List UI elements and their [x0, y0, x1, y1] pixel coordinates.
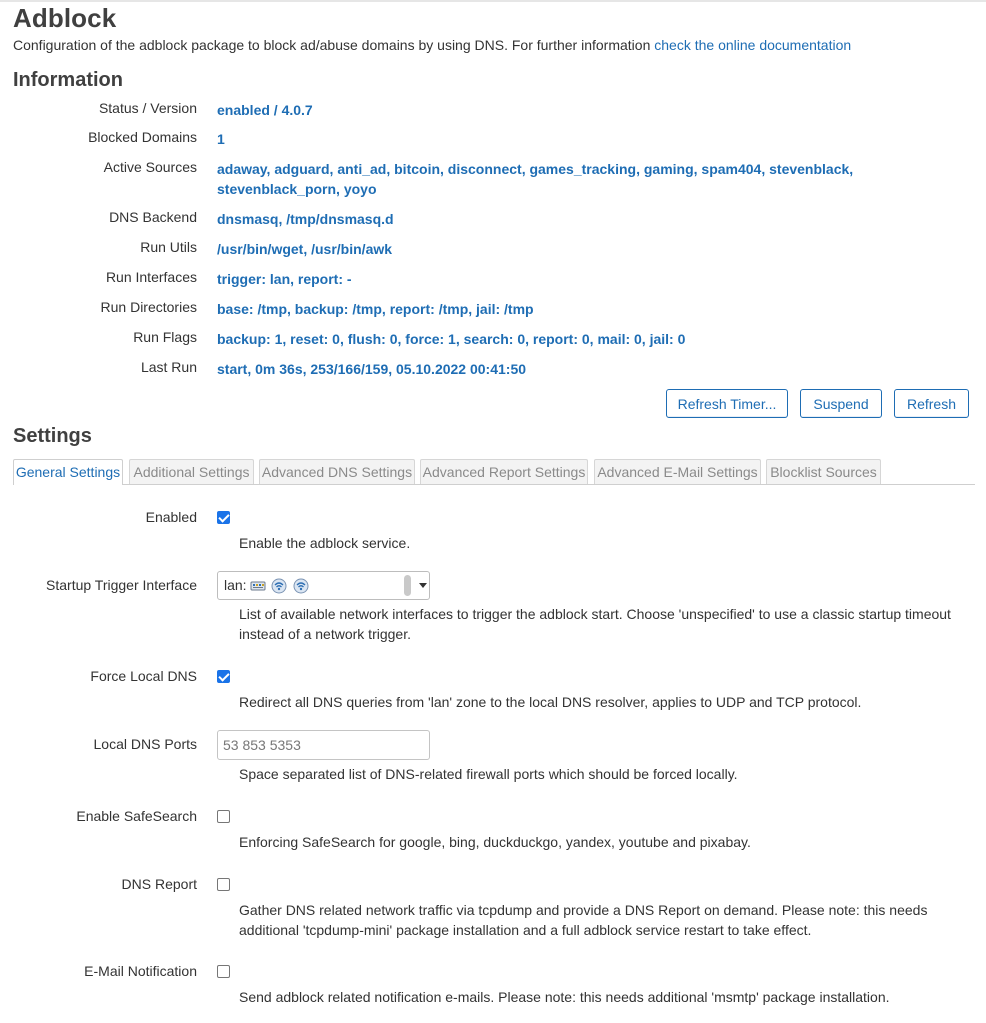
info-label: DNS Backend: [109, 209, 197, 225]
info-value: /usr/bin/wget, /usr/bin/awk: [217, 241, 393, 257]
startup-trigger-description: List of available network interfaces to trigger the adblock start. Choose 'unspecified' to use a classic startup timeout instead of a network trigger.: [239, 606, 951, 642]
tab-advanced-email-settings[interactable]: Advanced E-Mail Settings: [594, 459, 761, 484]
enabled-description: Enable the adblock service.: [239, 535, 411, 551]
local-dns-ports-description: Space separated list of DNS-related firewall ports which should be forced locally.: [239, 766, 738, 782]
enabled-label: Enabled: [145, 509, 197, 525]
info-label: Run Flags: [133, 329, 197, 345]
suspend-button[interactable]: Suspend: [800, 389, 882, 418]
safesearch-checkbox[interactable]: [217, 810, 230, 823]
force-local-dns-description: Redirect all DNS queries from 'lan' zone to the local DNS resolver, applies to UDP and TCP protocol.: [239, 694, 862, 710]
enabled-checkbox[interactable]: [217, 511, 230, 524]
dns-report-description: Gather DNS related network traffic via tcpdump and provide a DNS Report on demand. Please note: this needs additional 'tcpdump-mini' package installation and a full adblock service restart to take effect.: [239, 902, 928, 938]
info-value: adaway, adguard, anti_ad, bitcoin, disconnect, games_tracking, gaming, spam404, stevenblack, stevenblack_porn, yoyo: [217, 161, 854, 197]
refresh-timer-button[interactable]: Refresh Timer...: [666, 389, 788, 418]
page-description: [13, 37, 851, 53]
force-local-dns-checkbox[interactable]: [217, 670, 230, 683]
info-value: start, 0m 36s, 253/166/159, 05.10.2022 00:41:50: [217, 361, 527, 377]
startup-trigger-dropdown[interactable]: [217, 571, 430, 600]
info-label: Active Sources: [103, 159, 197, 175]
tab-general-settings[interactable]: General Settings: [13, 459, 123, 485]
dns-report-checkbox[interactable]: [217, 878, 230, 891]
startup-trigger-label: Startup Trigger Interface: [46, 577, 197, 593]
info-label: Run Interfaces: [105, 269, 197, 285]
email-notification-description: Send adblock related notification e-mails. Please note: this needs additional 'msmtp' package installation.: [239, 989, 890, 1005]
info-label: Run Directories: [100, 299, 197, 315]
tab-advanced-report-settings[interactable]: Advanced Report Settings: [420, 459, 588, 484]
info-label: Status / Version: [98, 100, 197, 116]
email-notification-label: E-Mail Notification: [84, 963, 197, 979]
info-label: Last Run: [140, 359, 197, 375]
info-value: dnsmasq, /tmp/dnsmasq.d: [217, 211, 394, 227]
information-heading: Information: [13, 69, 123, 91]
safesearch-label: Enable SafeSearch: [76, 808, 197, 824]
refresh-button[interactable]: Refresh: [894, 389, 969, 418]
info-value: base: /tmp, backup: /tmp, report: /tmp, jail: /tmp: [217, 301, 534, 317]
wifi-icon: [271, 578, 287, 594]
force-local-dns-label: Force Local DNS: [90, 668, 197, 684]
page-title: Adblock: [13, 3, 117, 33]
local-dns-ports-input[interactable]: [217, 730, 430, 760]
dns-report-label: DNS Report: [121, 876, 197, 892]
tab-additional-settings[interactable]: Additional Settings: [129, 459, 254, 484]
chevron-down-icon[interactable]: [419, 583, 427, 588]
dropdown-scrollbar[interactable]: [404, 575, 411, 596]
documentation-link[interactable]: check the online documentation: [654, 37, 852, 53]
tab-blocklist-sources[interactable]: Blocklist Sources: [766, 459, 881, 484]
safesearch-description: Enforcing SafeSearch for google, bing, duckduckgo, yandex, youtube and pixabay.: [239, 834, 751, 850]
dropdown-value: lan:: [224, 577, 247, 593]
info-value: trigger: lan, report: -: [217, 271, 352, 287]
description-text: Configuration of the adblock package to block ad/abuse domains by using DNS. For further information: [13, 37, 655, 53]
info-value: enabled / 4.0.7: [217, 102, 313, 118]
network-switch-icon: [250, 578, 266, 594]
info-value: 1: [217, 131, 225, 147]
info-label: Run Utils: [140, 239, 197, 255]
wifi-icon: [293, 578, 309, 594]
email-notification-checkbox[interactable]: [217, 965, 230, 978]
info-value: backup: 1, reset: 0, flush: 0, force: 1, search: 0, report: 0, mail: 0, jail: 0: [217, 331, 686, 347]
settings-heading: Settings: [13, 425, 92, 447]
tab-advanced-dns-settings[interactable]: Advanced DNS Settings: [259, 459, 415, 484]
settings-tabs: [13, 459, 975, 485]
top-divider: [0, 0, 986, 2]
info-label: Blocked Domains: [88, 129, 197, 145]
local-dns-ports-label: Local DNS Ports: [93, 736, 197, 752]
